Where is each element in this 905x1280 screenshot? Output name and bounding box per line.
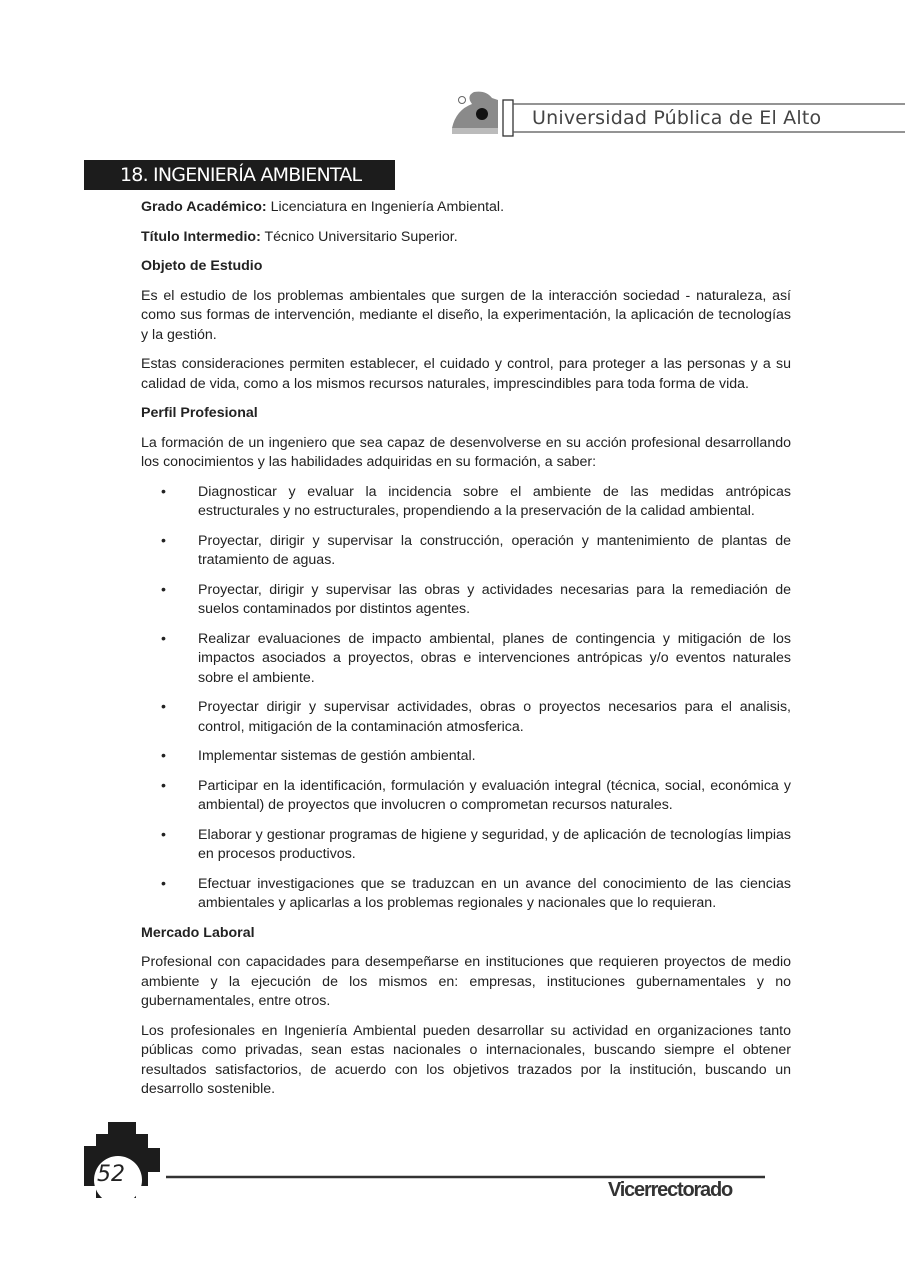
bullet-icon: • bbox=[161, 777, 166, 794]
bullet-icon: • bbox=[161, 532, 166, 549]
bullet-icon: • bbox=[161, 630, 166, 647]
list-item-text: Proyectar dirigir y supervisar actividades, obras o proyectos necesarios para el analisis, control, mitigación de la contaminación atmosferica. bbox=[198, 699, 791, 735]
bullet-icon: • bbox=[161, 875, 166, 892]
list-item bbox=[141, 630, 791, 689]
list-item bbox=[141, 581, 791, 620]
list-item bbox=[141, 532, 791, 571]
header-decoration bbox=[0, 0, 905, 160]
list-item-text: Proyectar, dirigir y supervisar la construcción, operación y mantenimiento de plantas de tratamiento de aguas. bbox=[198, 532, 791, 568]
perfil-intro: La formación de un ingeniero que sea capaz de desenvolverse en su acción profesional desarrollando los conocimientos y las habilidades adquiridas en su formación, a saber: bbox=[141, 434, 791, 470]
list-item-text: Diagnosticar y evaluar la incidencia sobre el ambiente de las medidas antrópicas estructurales y no estructurales, propendiendo a la preservación de la calidad ambiental. bbox=[198, 483, 791, 519]
titulo-label: Título Intermedio: bbox=[141, 228, 261, 245]
list-item bbox=[141, 875, 791, 914]
titulo-value: Técnico Universitario Superior. bbox=[260, 228, 458, 245]
grado-line bbox=[141, 198, 791, 218]
list-item-text: Efectuar investigaciones que se traduzcan en un avance del conocimiento de las ciencias ambientales y aplicarlas a los problemas regionales y nacionales que lo requieran. bbox=[198, 875, 791, 911]
page-number: 52 bbox=[97, 1162, 125, 1187]
bullet-icon: • bbox=[161, 748, 166, 764]
list-item-text: Proyectar, dirigir y supervisar las obras y actividades necesarias para la remediación de suelos contaminados por distintos agentes. bbox=[198, 581, 791, 617]
list-item bbox=[141, 777, 791, 816]
list-item bbox=[141, 747, 791, 767]
bullet-icon: • bbox=[161, 483, 166, 500]
main-content bbox=[141, 198, 791, 1110]
bullet-icon: • bbox=[161, 699, 166, 715]
mercado-paragraph-1: Profesional con capacidades para desempeñarse en instituciones que requieren proyectos de medio ambiente y la ejecución de los mismos en: empresas, instituciones gubernamentales y no gubernamentales, entre otros. bbox=[141, 954, 791, 1009]
list-item-text: Realizar evaluaciones de impacto ambiental, planes de contingencia y mitigación de los impactos asociados a proyectos, obras e intervenciones antrópicas y/o eventos naturales sobre el ambiente. bbox=[198, 630, 791, 686]
section-title-banner: 18. INGENIERÍA AMBIENTAL bbox=[84, 160, 395, 190]
list-item-text: Participar en la identificación, formulación y evaluación integral (técnica, social, económica y ambiental) de proyectos que involucren o comprometan recursos naturales. bbox=[198, 777, 791, 813]
university-title: Universidad Pública de El Alto bbox=[532, 107, 822, 129]
bullet-icon: • bbox=[161, 826, 166, 843]
footer-decoration bbox=[0, 1110, 905, 1280]
grado-value: Licenciatura en Ingeniería Ambiental. bbox=[266, 199, 505, 215]
perfil-list bbox=[141, 483, 791, 914]
mercado-heading: Mercado Laboral bbox=[141, 924, 255, 941]
objeto-paragraph-1: Es el estudio de los problemas ambientales que surgen de la interacción sociedad - naturaleza, así como sus formas de intervención, mediante el diseño, la experimentación, la aplicación de tecnologías y la gestión. bbox=[141, 287, 791, 343]
list-item-text: Implementar sistemas de gestión ambiental. bbox=[198, 748, 476, 764]
perfil-heading: Perfil Profesional bbox=[141, 405, 258, 421]
objeto-heading: Objeto de Estudio bbox=[141, 258, 263, 274]
grado-label: Grado Académico: bbox=[141, 199, 267, 215]
titulo-line bbox=[141, 228, 791, 248]
header-bracket bbox=[503, 100, 513, 136]
list-item-text: Elaborar y gestionar programas de higiene y seguridad, y de aplicación de tecnologías limpias en procesos productivos. bbox=[198, 826, 791, 862]
university-logo-icon bbox=[452, 92, 498, 134]
objeto-paragraph-2: Estas consideraciones permiten establecer, el cuidado y control, para proteger a las personas y a su calidad de vida, como a los mismos recursos naturales, imprescindibles para toda forma de vida. bbox=[141, 356, 791, 392]
list-item bbox=[141, 698, 791, 737]
mercado-paragraph-2: Los profesionales en Ingeniería Ambiental pueden desarrollar su actividad en organizaciones tanto públicas como privadas, sean estas nacionales o internacionales, buscando siempre el obtener resultados satisfactorios, de acuerdo con los objetivos trazados por la institución, buscando un desarrollo sostenible. bbox=[141, 1022, 791, 1097]
brand-logo: Vicerrectorado bbox=[608, 1179, 733, 1201]
list-item bbox=[141, 483, 791, 522]
list-item bbox=[141, 826, 791, 865]
bullet-icon: • bbox=[161, 581, 166, 598]
